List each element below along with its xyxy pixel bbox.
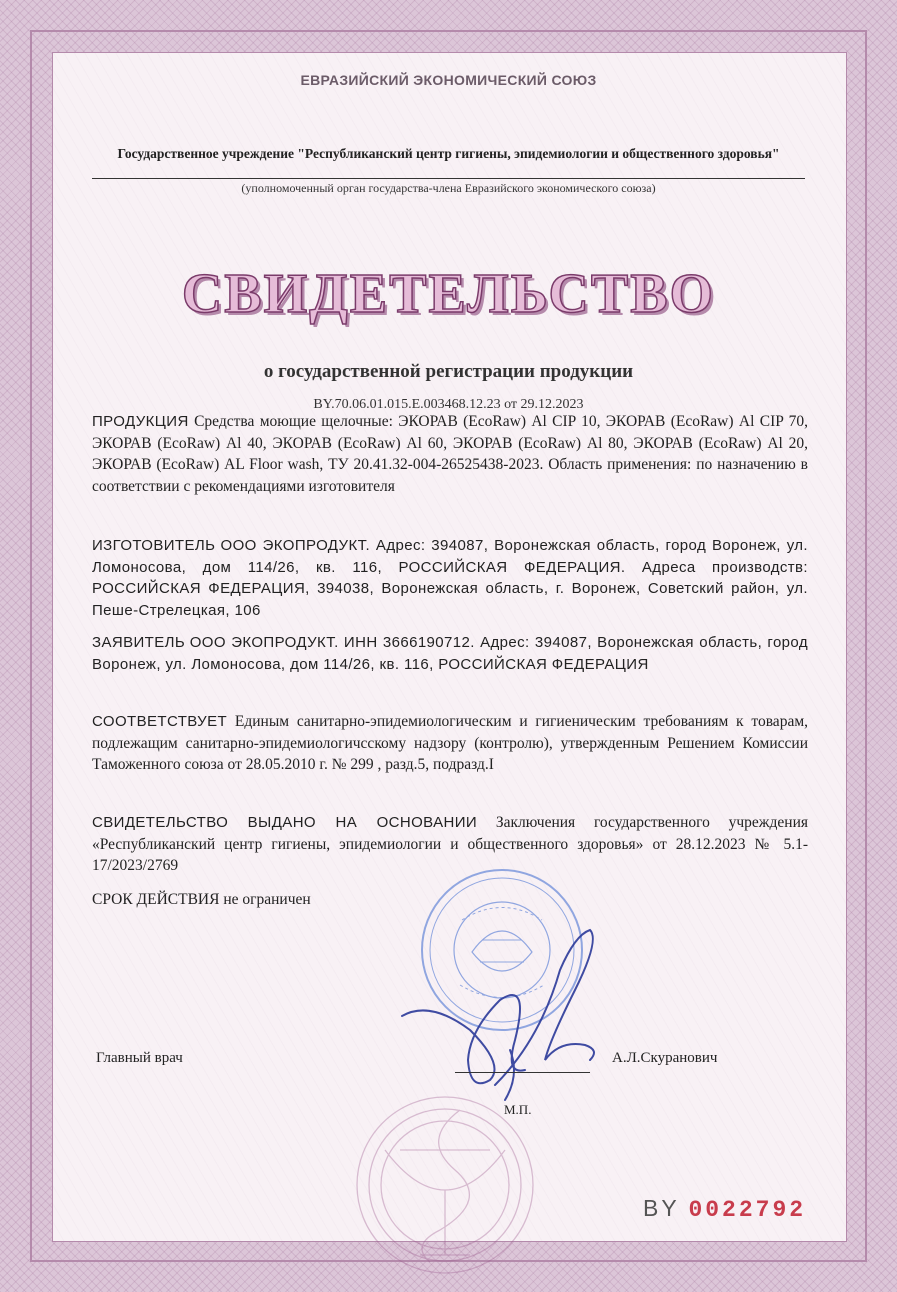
signature-line <box>455 1072 590 1073</box>
product-text: Средства моющие щелочные: ЭКОРАВ (EcoRaw) Al CIP 10, ЭКОРАВ (EcoRaw) Al CIP 70, ЭКОРАВ (EcoRaw) Al 40, ЭКОРАВ (EcoRaw) Al 60, ЭКОРАВ (EcoRaw) Al 80, ЭКОРАВ (EcoRaw) Al 20, ЭКОРАВ (EcoRaw) AL Floor wash, ТУ 20.41.32-004-26525438-2023. Область применения: по назначению в соответствии с рекомендациями изготовителя <box>92 413 808 495</box>
manufacturer-text: ООО ЭКОПРОДУКТ. Адрес: 394087, Воронежская область, город Воронеж, ул. Ломоносова, дом 114/26, кв. 116, РОССИЙСКАЯ ФЕДЕРАЦИЯ. Адреса производств: РОССИЙСКАЯ ФЕДЕРАЦИЯ, 394038, Воронежская область, г. Воронеж, Советский район, ул. Пеше-Стрелецкая, 106 <box>92 537 808 619</box>
product-key: ПРОДУКЦИЯ <box>92 413 189 430</box>
manufacturer-key: ИЗГОТОВИТЕЛЬ <box>92 537 216 554</box>
organization-note: (уполномоченный орган государства-члена Евразийского экономического союза) <box>241 181 656 195</box>
certificate-subtitle: о государственной регистрации продукции <box>263 361 634 382</box>
conformity-text: Единым санитарно-эпидемиологическим и гигиеническим требованиям к товарам, подлежащим санитарно-эпидемиологичсскому надзору (контролю), утвержденным Решением Комиссии Таможенного союза от 28.05.2010 г. № 299 , разд.5, подразд.I <box>92 713 809 773</box>
validity-key: СРОК ДЕЙСТВИЯ <box>92 891 220 908</box>
validity-section <box>92 891 311 909</box>
manufacturer-section <box>92 535 808 621</box>
serial-prefix: BY <box>643 1195 680 1221</box>
certificate-title: СВИДЕТЕЛЬСТВО <box>181 263 716 325</box>
signer-position: Главный врач <box>96 1050 183 1066</box>
applicant-text: ООО ЭКОПРОДУКТ. ИНН 3666190712. Адрес: 394087, Воронежская область, город Воронеж, ул. Ломоносова, дом 114/26, кв. 116, РОССИЙСКАЯ ФЕДЕРАЦИЯ <box>92 634 808 673</box>
applicant-section <box>92 632 808 675</box>
conformity-key: СООТВЕТСТВУЕТ <box>92 713 228 730</box>
validity-text: не ограничен <box>223 891 311 908</box>
registration-number: BY.70.06.01.015.E.003468.12.23 от 29.12.2023 <box>313 397 584 412</box>
union-header: ЕВРАЗИЙСКИЙ ЭКОНОМИЧЕСКИЙ СОЮЗ <box>300 72 597 88</box>
basis-section <box>92 812 808 877</box>
organization-underline <box>92 178 805 179</box>
conformity-section <box>92 711 808 776</box>
serial-number <box>643 1195 806 1223</box>
stamp-place-label: М.П. <box>504 1102 532 1117</box>
applicant-key: ЗАЯВИТЕЛЬ <box>92 634 186 651</box>
basis-text: Заключения государственного учреждения «Республиканский центр гигиены, эпидемиологии и общественного здоровья» от 28.12.2023 № 5.1-17/2023/2769 <box>92 814 808 874</box>
issuing-organization: Государственное учреждение "Республиканский центр гигиены, эпидемиологии и общественного здоровья" <box>117 146 780 161</box>
product-section <box>92 411 808 497</box>
signer-name: А.Л.Скуранович <box>612 1050 718 1066</box>
basis-key: СВИДЕТЕЛЬСТВО ВЫДАНО НА ОСНОВАНИИ <box>92 814 478 831</box>
serial-digits: 0022792 <box>688 1197 807 1223</box>
